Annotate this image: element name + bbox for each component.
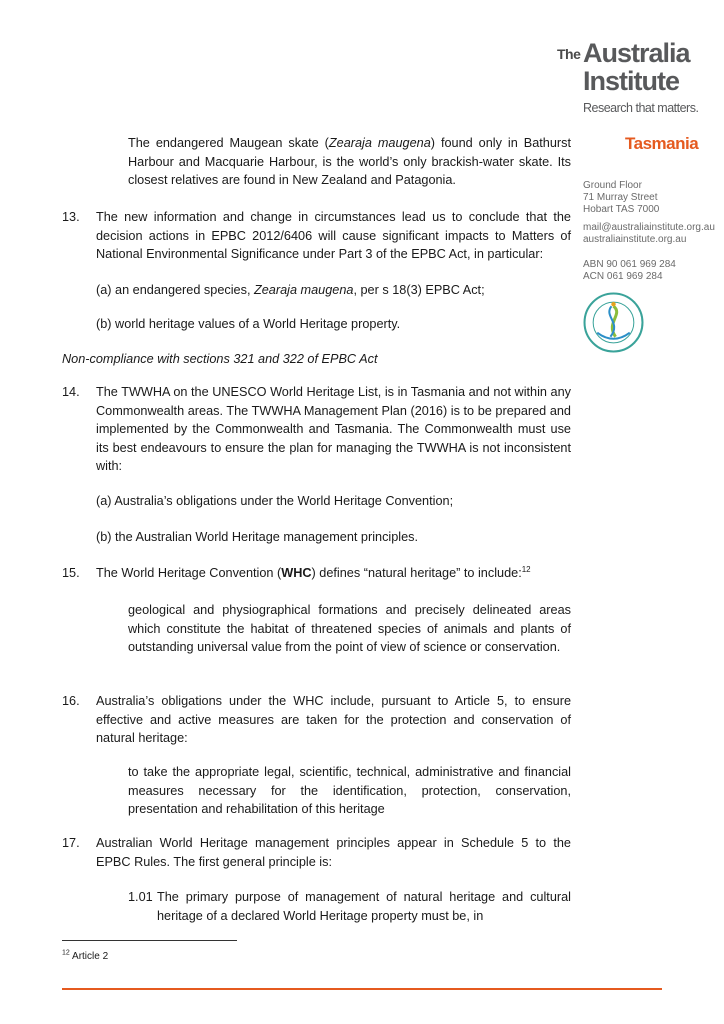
footer-rule <box>62 988 662 990</box>
quote-block: geological and physiographical formations and precisely delineated areas which constitute the habitat of threatened species of animals and plants of outstanding universal value from the point of view of science or conservation. <box>128 603 571 654</box>
paragraph-number: 14. <box>62 385 80 399</box>
list-item-b: (b) the Australian World Heritage management principles. <box>96 530 419 544</box>
paragraph-number: 15. <box>62 566 80 580</box>
footnote <box>62 951 108 962</box>
website-link[interactable]: australiainstitute.org.au <box>583 234 687 245</box>
footnote-ref[interactable]: 12 <box>521 564 531 574</box>
registered-charity-badge-icon <box>583 292 644 353</box>
address-line: Ground Floor <box>583 180 642 191</box>
address-line: Hobart TAS 7000 <box>583 204 660 215</box>
email-link[interactable]: mail@australiainstitute.org.au <box>583 222 715 233</box>
skate-paragraph: The endangered Maugean skate (Zearaja maugena) found only in Bathurst Harbour and Macquarie Harbour, is the world’s only brackish-water skate. Its closest relatives are found in New Zealand and Patagonia. <box>128 136 571 187</box>
list-item-a: (a) Australia’s obligations under the World Heritage Convention; <box>96 494 454 508</box>
paragraph-number: 13. <box>62 210 80 224</box>
paragraph-16: Australia’s obligations under the WHC include, pursuant to Article 5, to ensure effective and active measures are taken for the protection and conservation of natural heritage: <box>96 694 571 745</box>
logo-the: The <box>557 46 581 62</box>
address-line: 71 Murray Street <box>583 192 658 203</box>
footnote-divider <box>62 940 237 941</box>
paragraph-17: Australian World Heritage management principles appear in Schedule 5 to the EPBC Rules. The first general principle is: <box>96 836 571 869</box>
acn-text: ACN 061 969 284 <box>583 271 663 282</box>
paragraph-14: The TWWHA on the UNESCO World Heritage List, is in Tasmania and not within any Commonwealth areas. The TWWHA Management Plan (2016) is to be prepared and implemented by the Commonwealth and Tasmania. The Commonwealth must use its best endeavours to ensure the plan for managing the TWWHA is not inconsistent with: <box>96 385 571 473</box>
logo-tagline: Research that matters. <box>583 101 699 115</box>
paragraph-13: The new information and change in circumstances lead us to conclude that the decision actions in EPBC 2012/6406 will cause significant impacts to Matters of National Environmental Significance under Part 3 of the EPBC Act, in particular: <box>96 210 571 261</box>
paragraph-15: The World Heritage Convention (WHC) defines “natural heritage” to include:$^{12}$ <box>96 564 531 580</box>
paragraph-number: 16. <box>62 694 80 708</box>
section-heading: Non-compliance with sections 321 and 322 of EPBC Act <box>62 352 378 366</box>
abn-text: ABN 90 061 969 284 <box>583 259 676 270</box>
quote-number: 1.01 <box>128 890 153 904</box>
quote-block: to take the appropriate legal, scientific, technical, administrative and financial measures necessary for the identification, protection, conservation, presentation and rehabilitation of this heritage <box>128 765 571 816</box>
registration-block <box>583 259 676 283</box>
paragraph-number: 17. <box>62 836 80 850</box>
logo-name-line1: Australia <box>583 38 690 68</box>
footnote-text: Article 2 <box>72 951 109 962</box>
footnote-number: 12 <box>62 949 70 957</box>
list-item-b: (b) world heritage values of a World Heritage property. <box>96 317 401 331</box>
list-item-a: (a) an endangered species, Zearaja maugena, per s 18(3) EPBC Act; <box>96 283 485 297</box>
branch-name: Tasmania <box>625 134 699 153</box>
quote-block: The primary purpose of management of natural heritage and cultural heritage of a declared World Heritage property must be, in <box>157 890 571 923</box>
logo-name-line2: Institute <box>583 66 679 96</box>
online-block <box>583 222 715 246</box>
address-block <box>583 180 659 216</box>
